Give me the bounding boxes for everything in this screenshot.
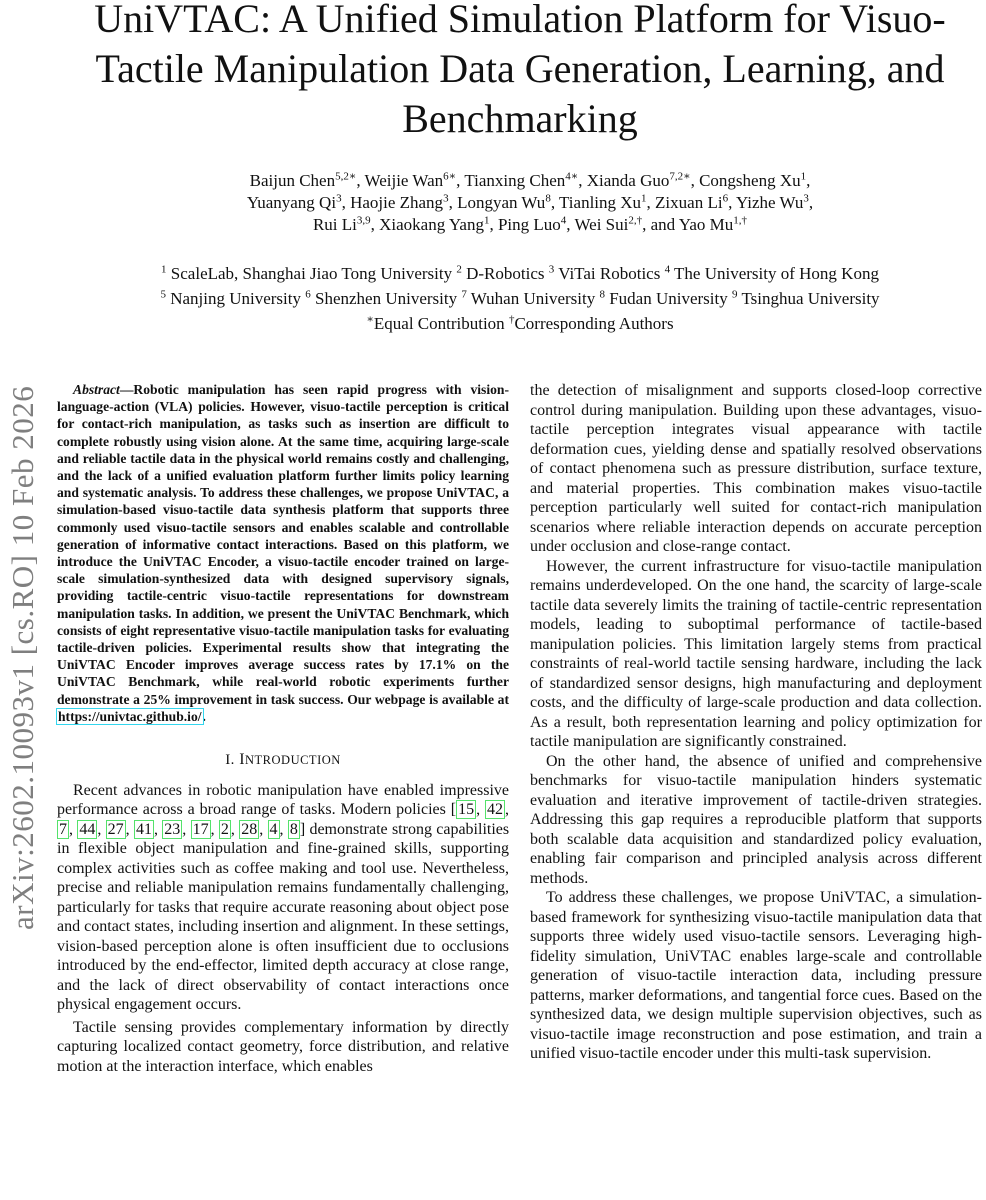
right-paragraph-3: On the other hand, the absence of unified and comprehensive benchmarks for visuo-tactile manipulation hinders systematic evaluation and iterative improvement of tactile-driven strategies. Addressing this gap requires a reproducible platform that supports both scalable data acquisition and standardized policy evaluation, enabling fair comparison and principled analysis across different methods. [530, 752, 982, 887]
author-affiliation-mark: 3 [336, 192, 342, 205]
affiliation-name: Shenzhen University [310, 289, 462, 308]
abstract-dash: — [119, 382, 134, 397]
author-name: Rui Li [312, 215, 357, 234]
author-affiliation-mark: 7,2∗ [669, 170, 691, 183]
author-name: Zixuan Li [655, 193, 723, 212]
contribution-note [60, 311, 980, 336]
affiliation-number: 9 [732, 288, 738, 301]
citation-link[interactable]: 17 [192, 820, 209, 838]
affiliations-line-1 [60, 261, 980, 286]
affiliation-name: Nanjing University [165, 289, 306, 308]
citation-link[interactable]: 44 [79, 820, 96, 838]
affiliation-name: Wuhan University [466, 289, 600, 308]
equal-contribution-mark: ∗ [366, 313, 374, 326]
author-affiliation-mark: 6∗ [443, 170, 457, 183]
author-affiliation-mark: 8 [545, 192, 551, 205]
affiliations [60, 261, 980, 336]
arxiv-identifier-stamp [3, 290, 43, 930]
affiliation-name: Tsinghua University [737, 289, 880, 308]
webpage-link[interactable]: https://univtac.github.io/ [58, 708, 202, 724]
equal-contribution-text: Equal Contribution [373, 314, 505, 333]
citation-link[interactable]: 27 [107, 820, 124, 838]
affiliation-number: 7 [461, 288, 467, 301]
affiliation-number: 1 [161, 263, 167, 276]
section-title-rest: NTRODUCTION [245, 753, 341, 768]
paper-title: UniVTAC: A Unified Simulation Platform for Visuo-Tactile Manipulation Data Generation, Learning, and Benchmarking [94, 0, 946, 141]
author-affiliation-mark: 3,9 [356, 214, 371, 227]
author-affiliation-mark: 1 [800, 170, 807, 183]
abstract-end: . [202, 708, 206, 724]
author-name: Haojie Zhang [350, 193, 444, 212]
corresponding-author-mark: † [508, 313, 515, 326]
citation-link[interactable]: 42 [487, 801, 503, 819]
abstract [57, 381, 509, 725]
author-name: Xiaokang Yang [379, 215, 484, 234]
intro-p1-start: Recent advances in robotic manipulation have enabled impressive performance across a broad range of tasks. Modern policies [57, 781, 509, 819]
citation-link[interactable]: 7 [59, 820, 67, 838]
affiliation-number: 2 [456, 263, 462, 276]
section-title-initial: I [239, 751, 246, 769]
author-affiliation-mark: 6 [722, 192, 729, 205]
author-conjunction: and [650, 215, 676, 234]
author-list: Baijun Chen$^{5,2∗}$, Weijie Wan$^{6∗}$, Tianxing Chen$^{4∗}$, Xianda Guo$^{7,2∗}$, Congsheng Xu$^1$, Yuanyang Qi$^3$, Haojie Zhang$^3$, Longyan Wu$^8$, Tianling Xu$^1$, Zixuan Li$^6$, Yizhe Wu$^3$, Rui Li$^{3,9}$, Xiaokang Yang$^1$, Ping Luo$^4$, Wei Sui$^{2,\dagger}$, and Yao $Mu^{1,\dagger}$ [246, 170, 814, 234]
intro-paragraph-2: Tactile sensing provides complementary information by directly capturing localized contact geometry, force distribution, and relative motion at the interaction interface, which enables [57, 1018, 509, 1075]
affiliation-name: ViTai Robotics [554, 264, 665, 283]
author-affiliation-mark: 5,2∗ [335, 170, 357, 183]
intro-paragraph-1 [57, 781, 509, 1015]
affiliation-number: 4 [664, 263, 671, 276]
affiliation-number: 8 [599, 288, 605, 301]
author-name: Longyan Wu [457, 193, 546, 212]
author-name: Tianling Xu [559, 193, 642, 212]
author-name: Ping Luo [497, 215, 561, 234]
section-numeral: I. [225, 752, 235, 769]
citation-link[interactable]: 4 [269, 820, 278, 838]
author-name: Yuanyang Qi [246, 193, 337, 212]
citation-link[interactable]: 28 [241, 820, 258, 838]
affiliation-name: Fudan University [604, 289, 732, 308]
corresponding-author-text: Corresponding Authors [514, 314, 674, 333]
author-name: Wei Sui [574, 215, 629, 234]
affiliation-number: 5 [160, 288, 166, 301]
author-name: Congsheng Xu [699, 171, 801, 190]
affiliation-name: D-Robotics [461, 264, 549, 283]
author-affiliation-mark: 1,† [733, 214, 748, 227]
author-name: Tianxing Chen [464, 171, 566, 190]
right-paragraph-2: However, the current infrastructure for visuo-tactile manipulation remains underdeveloped. On the one hand, the scarcity of large-scale tactile data severely limits the training of tactile-centric representation models, leading to suboptimal performance of tactile-based manipulation policies. This limitation largely stems from practical constraints of real-world tactile sensing hardware, including the lack of standardized sensor designs, high manufacturing and deployment costs, and the difficulty of large-scale production and data collection. As a result, both representation learning and policy optimization for tactile manipulation are significantly constrained. [530, 557, 982, 750]
affiliation-name: The University of Hong Kong [670, 264, 879, 283]
author-name: Xianda Guo [586, 171, 670, 190]
citation-link[interactable]: 15 [458, 801, 475, 819]
author-name: Baijun Chen [249, 171, 336, 190]
author-name: Yizhe Wu [735, 193, 804, 212]
affiliation-name: ScaleLab, Shanghai Jiao Tong University [166, 264, 457, 283]
citation-link[interactable]: 2 [220, 820, 229, 838]
right-paragraph-4: To address these challenges, we propose UniVTAC, a simulation-based framework for synthesizing visuo-tactile manipulation data that supports three widely used visuo-tactile sensors. Leveraging high-fidelity simulation, UniVTAC enables large-scale and controllable generation of visuo-tactile interaction data, including pressure patterns, marker deformations, and tangential force cues. Based on the synthesized data, we design multiple supervision objectives, such as visuo-tactile image reconstruction and pose estimation, and train a unified visuo-tactile encoder under this multi-task supervision. [530, 889, 982, 1062]
right-paragraph-1: the detection of misalignment and supports closed-loop corrective control during manipulation. Building upon these advantages, visuo-tactile perception integrates visual appearance with tactile deformation cues, yielding dense and spatially resolved observations of contact phenomena such as pressure distribution, surface texture, and material properties. This combination makes visuo-tactile perception particularly well suited for contact-rich manipulation scenarios where reliable interaction depends on accurate perception under occlusion and close-range contact. [530, 382, 982, 555]
citation-link[interactable]: 8 [289, 820, 298, 838]
right-column [530, 381, 982, 1064]
affiliation-number: 3 [548, 263, 555, 276]
abstract-text: Robotic manipulation has seen rapid progress with vision-language-action (VLA) policies. However, visuo-tactile perception is critical for contact-rich manipulation, as tasks such as insertion are difficult to complete robustly using vision alone. At the same time, acquiring large-scale and reliable tactile data in the physical world remains costly and challenging, and the lack of a unified evaluation platform further limits policy learning and systematic analysis. To address these challenges, we propose UniVTAC, a simulation-based visuo-tactile data synthesis platform that supports three commonly used visuo-tactile sensors and enables scalable and controllable generation of informative contact interactions. Based on this platform, we introduce the UniVTAC Encoder, a visuo-tactile encoder trained on large-scale simulation-synthesized data with designed supervisory signals, providing tactile-centric visuo-tactile representations for downstream manipulation tasks. In addition, we present the UniVTAC Benchmark, which consists of eight representative visuo-tactile manipulation tasks for evaluating tactile-driven policies. Experimental results show that integrating the UniVTAC Encoder improves average success rates by 17.1% on the UniVTAC Benchmark, while real-world robotic experiments further demonstrate a 25% improvement in task success. Our webpage is available at [57, 382, 509, 707]
citation-link[interactable]: 41 [135, 820, 152, 838]
affiliations-line-2 [60, 286, 980, 311]
author-name: Weijie Wan [364, 171, 444, 190]
affiliation-number: 6 [305, 288, 311, 301]
author-affiliation-mark: 4∗ [565, 170, 579, 183]
citation-link[interactable]: 23 [164, 820, 181, 838]
author-affiliation-mark: 1 [483, 214, 490, 227]
author-affiliation-mark: 4 [560, 214, 567, 227]
author-affiliation-mark: 2,† [628, 214, 643, 227]
author-affiliation-mark: 3 [443, 192, 449, 205]
left-column [57, 381, 509, 1076]
author-affiliation-mark: 3 [803, 192, 809, 205]
citation-group: [ 15 , 42 , 7 , 44 , 27 , 41 , 23 , 17 , 2 , 28 , 4 , 8 ] [59, 801, 509, 838]
arxiv-identifier-text: arXiv:2602.10093v1 [cs.RO] 10 Feb 2026 [5, 385, 40, 930]
intro-p1-end: demonstrate strong capabilities in flexible object manipulation and fine-grained skills, supporting complex activities such as coffee making and tool use. Nevertheless, precise and reliable manipulation remains fundamentally challenging, particularly for tasks that require accurate reasoning about object pose and contact states, including insertion and alignment. In these settings, vision-based perception alone is often insufficient due to occlusions introduced by the end-effector, limited depth accuracy at close range, and the lack of direct observability of contact interactions once physical engagement occurs. [57, 820, 510, 1014]
abstract-label: Abstract [73, 382, 120, 397]
author-name: Yao Mu [678, 215, 734, 234]
author-affiliation-mark: 1 [641, 192, 647, 205]
section-heading-introduction [57, 750, 509, 771]
